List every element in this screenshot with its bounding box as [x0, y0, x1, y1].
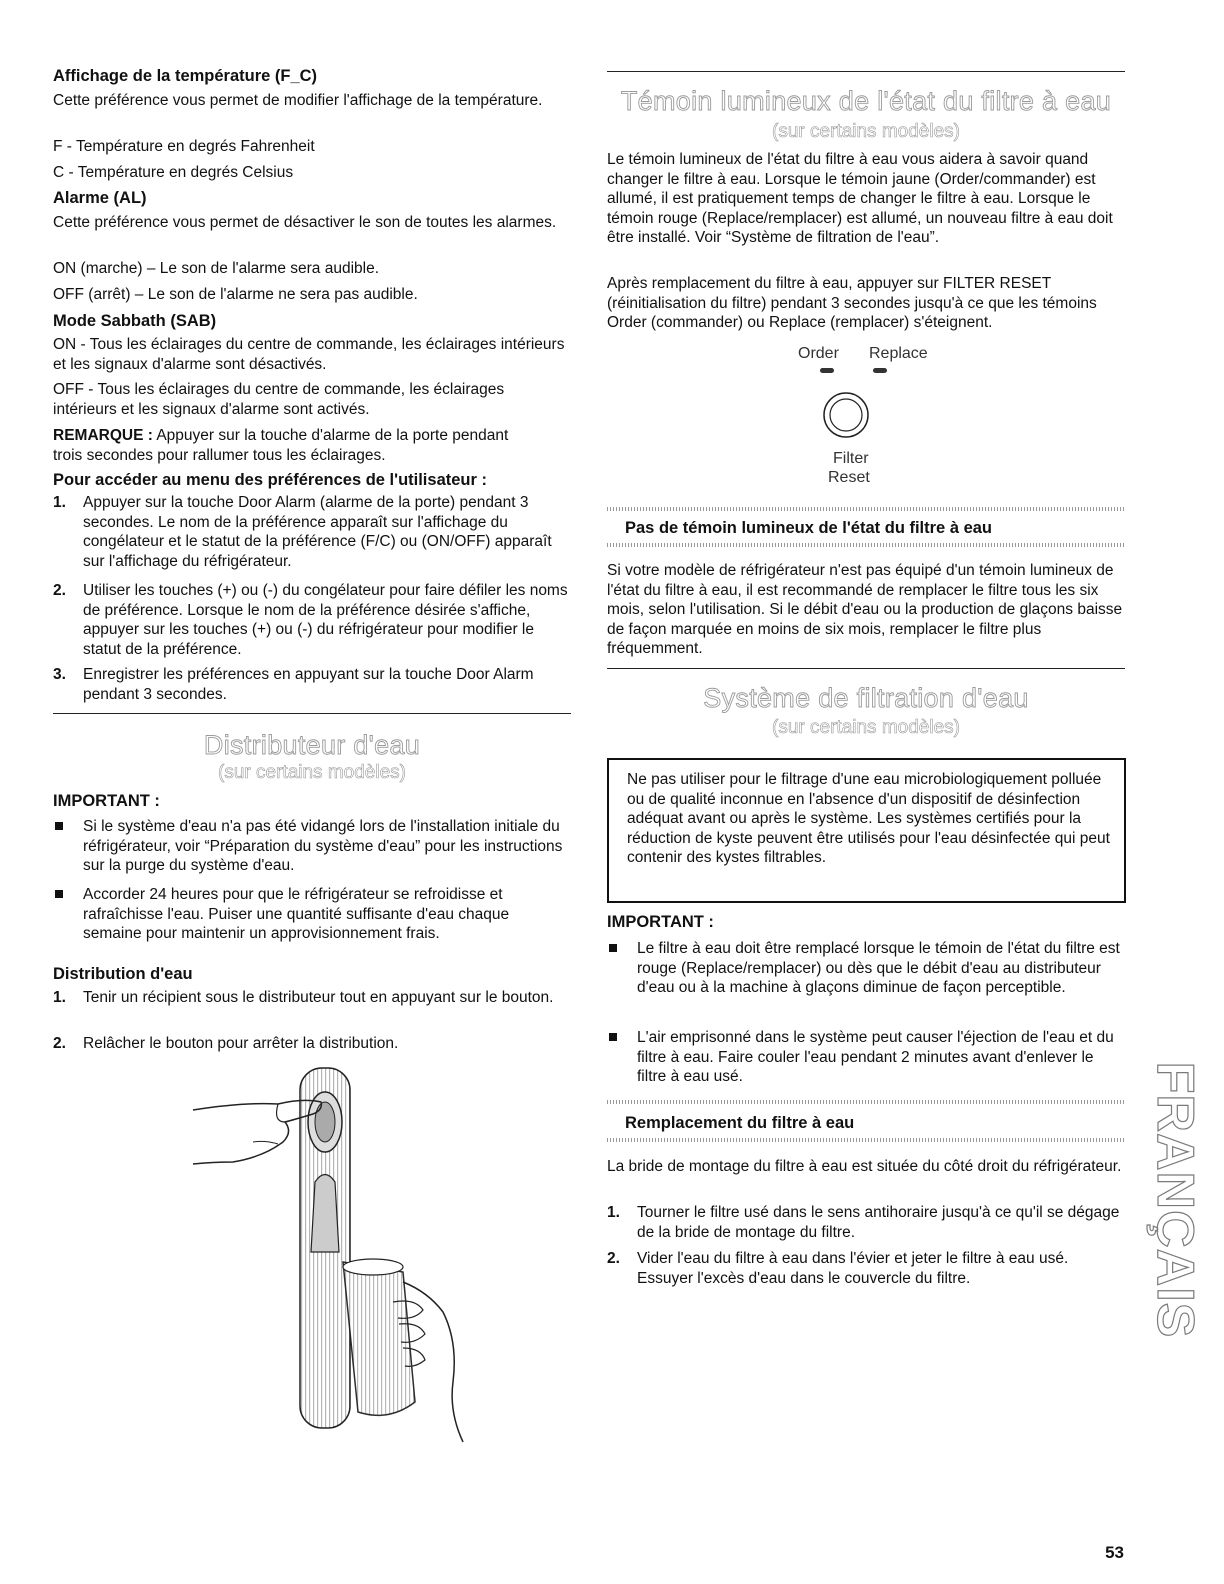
alarme-heading: Alarme (AL) — [53, 189, 147, 207]
pas-temoin-p: Si votre modèle de réfrigérateur n'est pas équipé d'un témoin lumineux de l'état du filtre à eau, il est recommandé de remplacer le filtre tous les six mois, selon l'utilisation. Si le débit d'eau ou la production de glaçons baisse de façon marquée en moins de six mois, remplacer le filtre plus fréquemment. — [607, 562, 1123, 657]
water-dispenser-illustration — [153, 1062, 543, 1452]
warning-box — [607, 758, 1126, 903]
divider — [607, 668, 1125, 669]
affichage-desc: Cette préférence vous permet de modifier l'affichage de la température. — [53, 92, 543, 109]
sidebar-label: FRANÇAIS — [1146, 1061, 1204, 1339]
reset-label: Reset — [828, 469, 870, 486]
dist-step-2: 2. Relâcher le bouton pour arrêter la distribution. — [53, 1035, 399, 1052]
hatch-divider — [607, 543, 1125, 547]
distribution-heading: Distribution d'eau — [53, 965, 193, 983]
alarme-off: OFF (arrêt) – Le son de l'alarme ne sera pas audible. — [53, 286, 418, 303]
bullet-icon — [55, 890, 63, 898]
bullet-item: Le filtre à eau doit être remplacé lorsque le témoin de l'état du filtre est rouge (Replace/remplacer) ou dès que le débit d'eau au distributeur d'eau ou à la machine à glaçons diminue de façon perceptible. — [607, 939, 1125, 998]
note-label: REMARQUE : — [53, 427, 153, 444]
sabbath-note — [53, 426, 523, 465]
dist-step-1: 1. Tenir un récipient sous le distributeur tout en appuyant sur le bouton. — [53, 989, 554, 1006]
remplacement-step-2: 2. Vider l'eau du filtre à eau dans l'évier et jeter le filtre à eau usé. Essuyer l'excès d'eau dans le couvercle du filtre. — [607, 1250, 1069, 1287]
bullet-icon — [55, 822, 63, 830]
important-label: IMPORTANT : — [53, 792, 160, 810]
hatch-divider — [607, 1100, 1125, 1104]
divider — [53, 713, 571, 714]
remplacement-heading: Remplacement du filtre à eau — [625, 1114, 855, 1132]
affichage-c: C - Température en degrés Celsius — [53, 164, 294, 181]
sabbath-on: ON - Tous les éclairages du centre de commande, les éclairages intérieurs et les signaux d'alarme sont désactivés. — [53, 336, 565, 373]
pas-temoin-heading: Pas de témoin lumineux de l'état du filtre à eau — [625, 519, 993, 537]
note-text: Appuyer sur la touche d'alarme de la porte pendant trois secondes pour rallumer tous les éclairages. — [53, 427, 509, 464]
menu-step-3: 3. Enregistrer les préférences en appuyant sur la touche Door Alarm pendant 3 secondes. — [53, 666, 534, 703]
affichage-heading: Affichage de la température (F_C) — [53, 67, 318, 85]
temoin-subtitle: (sur certains modèles) — [772, 121, 960, 142]
temoin-p1: Le témoin lumineux de l'état du filtre à eau vous aidera à savoir quand changer le filtre à eau. Lorsque le témoin jaune (Order/commander) est allumé, il est pratiquement temps de changer le filtre à eau. Lorsque le témoin rouge (Replace/remplacer) est allumé, un nouveau filtre à eau doit être installé. Voir “Système de filtration de l'eau”. — [607, 151, 1113, 246]
menu-heading: Pour accéder au menu des préférences de l'utilisateur : — [53, 471, 487, 489]
bullet-item: Accorder 24 heures pour que le réfrigérateur se refroidisse et rafraîchisse l'eau. Puiser une quantité suffisante d'eau chaque semaine pour maintenir un approvisionnement frais. — [53, 885, 568, 944]
hatch-divider — [607, 1138, 1125, 1142]
sabbath-off: OFF - Tous les éclairages du centre de commande, les éclairages intérieurs et les signaux d'alarme sont activés. — [53, 381, 505, 418]
systeme-title: Système de filtration d'eau — [703, 683, 1029, 713]
bullet-item: L'air emprisonné dans le système peut causer l'éjection de l'eau et du filtre à eau. Faire couler l'eau pendant 2 minutes avant d'enlever le filtre à eau usé. — [607, 1028, 1125, 1087]
temoin-title: Témoin lumineux de l'état du filtre à eau — [620, 86, 1112, 116]
bullet-icon — [609, 1033, 617, 1041]
order-label: Order — [798, 345, 839, 362]
alarme-on: ON (marche) – Le son de l'alarme sera audible. — [53, 260, 380, 277]
menu-step-2: 2. Utiliser les touches (+) ou (-) du congélateur pour faire défiler les noms de préférence. Lorsque le nom de la préférence désirée s'affiche, appuyer sur les touches (+) ou (-) du réfrigérateur pour modifier le statut de la préférence. — [53, 582, 568, 658]
replace-label: Replace — [869, 345, 928, 362]
distributeur-subtitle: (sur certains modèles) — [218, 762, 406, 783]
bullet-icon — [609, 944, 617, 952]
filter-status-panel — [790, 343, 940, 493]
sabbath-heading: Mode Sabbath (SAB) — [53, 312, 217, 330]
bullet-item: Si le système d'eau n'a pas été vidangé lors de l'installation initiale du réfrigérateur, voir “Préparation du système d'eau” pour les instructions sur la purge du système d'eau. — [53, 817, 568, 876]
page-number: 53 — [1105, 1543, 1124, 1562]
distributeur-title: Distributeur d'eau — [203, 730, 421, 760]
affichage-f: F - Température en degrés Fahrenheit — [53, 138, 315, 155]
filter-label: Filter — [833, 450, 869, 467]
remplacement-p: La bride de montage du filtre à eau est située du côté droit du réfrigérateur. — [607, 1158, 1122, 1175]
hatch-divider — [607, 507, 1125, 511]
filter-reset-button-icon[interactable] — [820, 385, 872, 445]
temoin-p2: Après remplacement du filtre à eau, appuyer sur FILTER RESET (réinitialisation du filtre) pendant 3 secondes jusqu'à ce que les témoins Order (commander) ou Replace (remplacer) s'éteignent. — [607, 275, 1097, 331]
replace-led-icon — [873, 368, 887, 373]
menu-step-1: 1. Appuyer sur la touche Door Alarm (alarme de la porte) pendant 3 secondes. Le nom de la préférence apparaît sur l'affichage du congélateur et le statut de la préférence (F/C) ou (ON/OFF) apparaît sur l'affichage du réfrigérateur. — [53, 494, 552, 570]
warning-text: Ne pas utiliser pour le filtrage d'une eau microbiologiquement polluée ou de qualité inconnue en l'absence d'un dispositif de désinfection adéquat avant ou après le système. Les systèmes certifiés pour la réduction de kyste peuvent être utilisés pour l'eau désinfectée qui peut contenir des kystes filtrables. — [627, 771, 1110, 866]
remplacement-step-1: 1. Tourner le filtre usé dans le sens antihoraire jusqu'à ce qu'il se dégage de la bride de montage du filtre. — [607, 1204, 1120, 1241]
alarme-desc: Cette préférence vous permet de désactiver le son de toutes les alarmes. — [53, 214, 557, 231]
divider — [607, 71, 1125, 72]
order-led-icon — [820, 368, 834, 373]
systeme-subtitle: (sur certains modèles) — [772, 717, 960, 738]
important-label: IMPORTANT : — [607, 913, 714, 931]
language-sidebar-tab — [1146, 1060, 1204, 1340]
